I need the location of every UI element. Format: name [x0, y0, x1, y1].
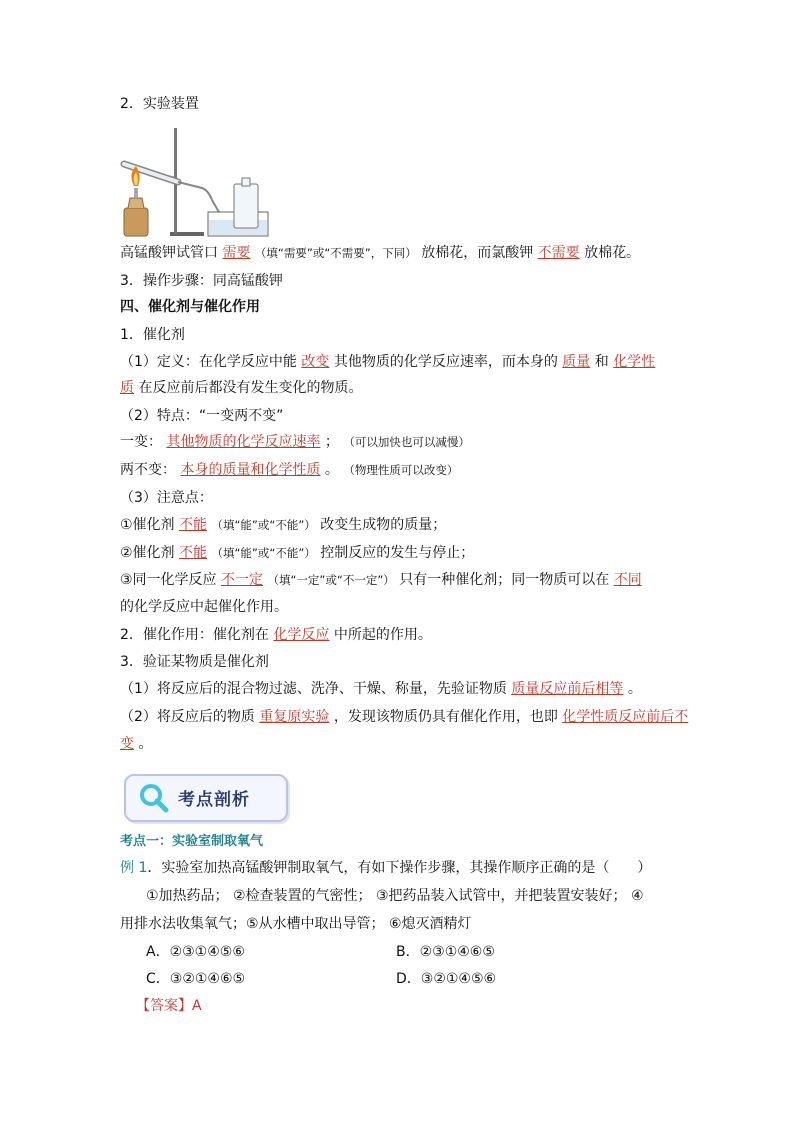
- text-segment: ②催化剂: [120, 545, 175, 561]
- answer-blank: 质: [120, 380, 134, 396]
- attention-item-2: [120, 543, 474, 563]
- text-segment: ；: [324, 434, 339, 450]
- text-segment: ①催化剂: [120, 517, 175, 533]
- text-segment: 放棉花，而氯酸钾: [421, 245, 534, 261]
- attention-title: （3）注意点：: [120, 490, 213, 506]
- text-segment: 放棉花。: [584, 245, 641, 261]
- section-title-apparatus: 2．实验装置: [120, 96, 199, 112]
- apparatus-illustration: [120, 128, 270, 240]
- option-c: C．③②①④⑥⑤: [146, 971, 246, 987]
- two-unchanged-line: [120, 460, 458, 480]
- answer-blank: 质量反应前后相等: [511, 681, 624, 697]
- text-segment: 一变：: [120, 434, 162, 450]
- answer-blank: 化学性质反应前后不: [562, 709, 689, 725]
- text-segment: （1）定义：在化学反应中能: [120, 354, 297, 370]
- answer-label: 【答案】: [136, 998, 192, 1014]
- part-title-catalyst: 四、催化剂与催化作用: [120, 299, 260, 315]
- option-a: A．②③①④⑤⑥: [146, 944, 245, 960]
- text-segment: 改变生成物的质量；: [320, 517, 447, 533]
- attention-item-1: [120, 515, 446, 535]
- answer-blank: 化学性: [613, 354, 656, 370]
- answer-blank: 不能: [179, 517, 208, 533]
- fill-hint: （填“需要”或“不需要”，下同）: [254, 246, 417, 260]
- cotton-sentence: [120, 243, 640, 263]
- verify-title: 3．验证某物质是催化剂: [120, 654, 269, 670]
- steps-line-2: 用排水法收集氧气；⑤从水槽中取出导管； ⑥熄灭酒精灯: [120, 916, 472, 932]
- verify-step-1: [120, 679, 642, 699]
- answer-value: A: [192, 998, 202, 1014]
- text-segment: 只有一种催化剂；同一物质可以在: [399, 572, 610, 588]
- magnifier-icon: [138, 782, 170, 814]
- definition-line-2: [120, 378, 362, 398]
- text-segment: 两不变：: [120, 462, 176, 478]
- fill-hint: （填“能”或“不能”）: [211, 518, 316, 532]
- answer-blank: 改变: [301, 354, 330, 370]
- text-segment: （2）将反应后的物质: [120, 709, 255, 725]
- text-segment: 在反应前后都没有发生变化的物质。: [138, 380, 363, 396]
- fill-hint: （物理性质可以改变）: [343, 463, 459, 477]
- text-segment: 。: [627, 681, 642, 697]
- answer-blank: 变: [120, 736, 134, 752]
- text-segment: 控制反应的发生与停止；: [320, 545, 475, 561]
- kaodian-title: 考点一：实验室制取氧气: [120, 834, 264, 849]
- subsection-title-catalyst: 1．催化剂: [120, 327, 185, 343]
- answer-blank: 需要: [222, 245, 251, 261]
- verify-step-2: [120, 707, 688, 727]
- verify-step-2-cont: [120, 734, 152, 754]
- banner-label: 考点剖析: [178, 790, 250, 810]
- definition-line-1: [120, 352, 655, 372]
- fill-hint: （填“一定”或“不一定”）: [267, 573, 395, 587]
- example-label: 例 1: [120, 860, 148, 876]
- answer-blank: 不需要: [537, 245, 580, 261]
- text-segment: 2．催化作用：催化剂在: [120, 627, 269, 643]
- text-segment: （1）将反应后的混合物过滤、洗净、干燥、称量，先验证物质: [120, 681, 507, 697]
- answer-blank: 不能: [179, 545, 208, 561]
- attention-item-3: [120, 570, 642, 590]
- one-change-line: [120, 432, 470, 452]
- option-b: B．②③①④⑥⑤: [396, 944, 495, 960]
- text-segment: 。: [324, 462, 339, 478]
- answer-line: [136, 996, 202, 1016]
- answer-blank: 重复原实验: [259, 709, 330, 725]
- text-segment: 。: [138, 736, 153, 752]
- option-d: D．③②①④⑤⑥: [396, 971, 497, 987]
- question-text: ．实验室加热高锰酸钾制取氧气，有如下操作步骤，其操作顺序正确的是（ ）: [147, 860, 652, 876]
- text-segment: 中所起的作用。: [333, 627, 432, 643]
- section-title-steps: 3．操作步骤：同高锰酸钾: [120, 273, 283, 289]
- fill-hint: （填“能”或“不能”）: [211, 546, 316, 560]
- answer-blank: 化学反应: [273, 627, 330, 643]
- feature-title: （2）特点：“一变两不变”: [120, 408, 284, 424]
- text-segment: 高锰酸钾试管口: [120, 245, 218, 261]
- text-segment: 其他物质的化学反应速率，而本身的: [333, 354, 558, 370]
- answer-blank: 本身的质量和化学性质: [180, 462, 321, 478]
- answer-blank: 其他物质的化学反应速率: [166, 434, 321, 450]
- answer-blank: 不一定: [221, 572, 264, 588]
- catalysis-action-line: [120, 625, 432, 645]
- text-segment: ③同一化学反应: [120, 572, 217, 588]
- fill-hint: （可以加快也可以减慢）: [343, 435, 470, 449]
- attention-item-3-cont: 的化学反应中起催化作用。: [120, 599, 288, 615]
- answer-blank: 不同: [613, 572, 642, 588]
- example-question: [120, 858, 651, 878]
- steps-line-1: ①加热药品； ②检查装置的气密性； ③把药品装入试管中，并把装置安装好； ④: [146, 888, 644, 904]
- text-segment: ，发现该物质仍具有催化作用，也即: [333, 709, 558, 725]
- text-segment: 和: [594, 354, 609, 370]
- answer-blank: 质量: [562, 354, 591, 370]
- section-banner: [120, 772, 290, 822]
